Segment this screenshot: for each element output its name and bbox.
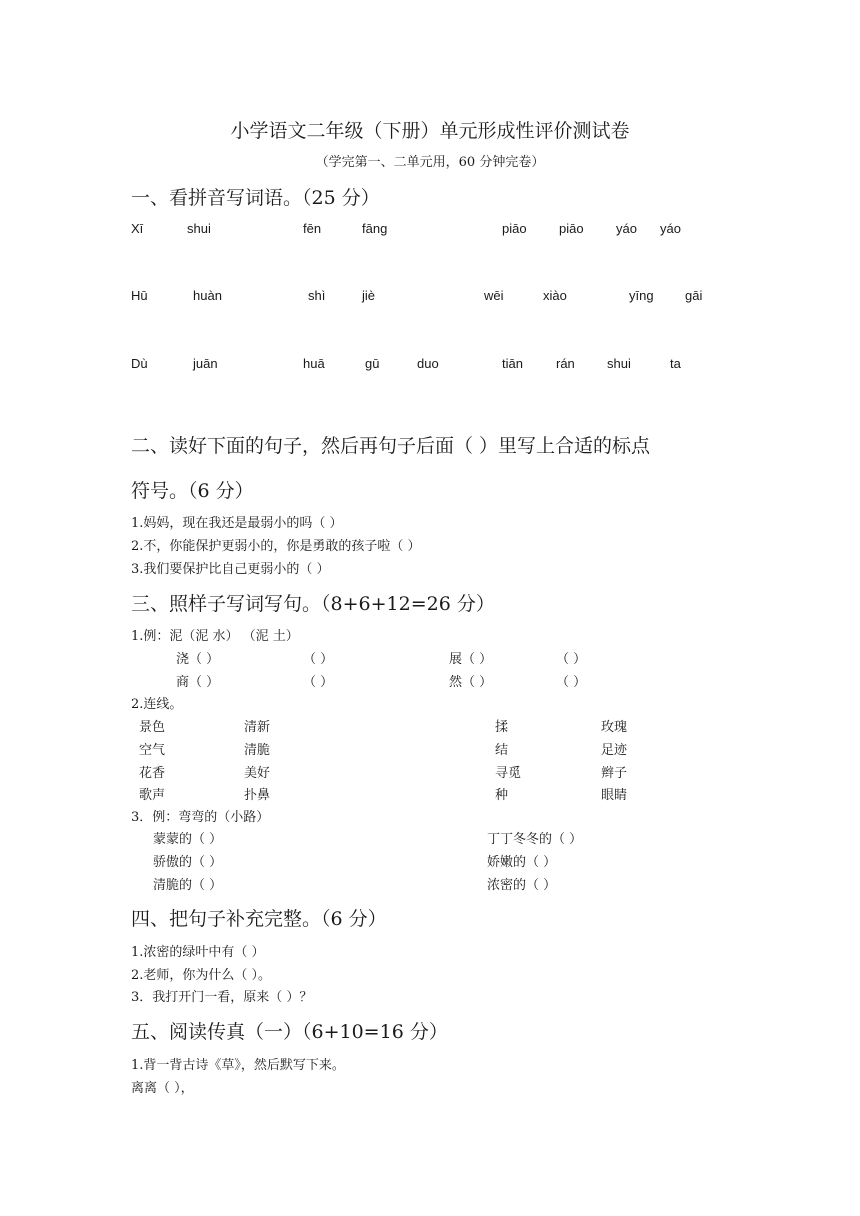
pinyin-syllable: gāi xyxy=(685,288,703,303)
connect-word: 美好 xyxy=(244,766,271,781)
sentence-completion-1: 1.浓密的绿叶中有（ ） xyxy=(131,945,265,960)
sentence-completion-2: 2.老师，你为什么（ ）。 xyxy=(131,968,272,983)
example-1: 1.例：泥（泥 水） （泥 土） xyxy=(131,629,299,644)
connect-word: 扑鼻 xyxy=(244,788,271,803)
pinyin-syllable: huā xyxy=(303,356,325,371)
connect-word: 花香 xyxy=(139,766,166,781)
section4-heading: 四、把句子补充完整。（6 分） xyxy=(131,908,387,930)
word-fill-blank: 商（ ） xyxy=(176,675,220,690)
pinyin-syllable: xiào xyxy=(543,288,567,303)
pinyin-syllable: piāo xyxy=(502,221,527,236)
connect-word: 清新 xyxy=(244,720,271,735)
pinyin-syllable: piāo xyxy=(559,221,584,236)
adjective-fill: 骄傲的（ ） xyxy=(153,855,223,870)
connect-word: 清脆 xyxy=(244,743,271,758)
pinyin-syllable: Dù xyxy=(131,356,148,371)
word-fill-blank: 然（ ） xyxy=(449,675,493,690)
pinyin-syllable: rán xyxy=(556,356,575,371)
word-fill-blank: （ ） xyxy=(303,675,334,690)
section5-heading: 五、阅读传真（一）（6+10=16 分） xyxy=(131,1021,448,1043)
pinyin-syllable: huàn xyxy=(193,288,222,303)
poem-instruction: 1.背一背古诗《草》，然后默写下来。 xyxy=(131,1058,345,1073)
section2-heading-line1: 二、读好下面的句子，然后再句子后面（ ）里写上合适的标点 xyxy=(131,435,651,457)
pinyin-syllable: tiān xyxy=(502,356,523,371)
pinyin-syllable: juān xyxy=(193,356,218,371)
pinyin-syllable: yáo xyxy=(660,221,681,236)
connect-word: 结 xyxy=(495,743,509,758)
adjective-fill: 丁丁冬冬的（ ） xyxy=(487,832,583,847)
word-fill-blank: （ ） xyxy=(303,652,334,667)
sentence-completion-3: 3．我打开门一看，原来（ ）？ xyxy=(131,990,313,1005)
pinyin-syllable: shui xyxy=(607,356,631,371)
pinyin-syllable: Xī xyxy=(131,221,144,236)
word-fill-blank: 浇（ ） xyxy=(176,652,220,667)
connect-word: 辫子 xyxy=(601,766,628,781)
connect-word: 歌声 xyxy=(139,788,166,803)
pinyin-syllable: fēn xyxy=(303,221,322,236)
section3-heading: 三、照样子写词写句。（8+6+12=26 分） xyxy=(131,593,495,615)
pinyin-syllable: duo xyxy=(417,356,439,371)
pinyin-syllable: shui xyxy=(187,221,211,236)
adjective-fill: 浓密的（ ） xyxy=(487,878,557,893)
pinyin-syllable: yīng xyxy=(629,288,654,303)
section2-heading-line2: 符号。（6 分） xyxy=(131,480,254,502)
connect-word: 眼睛 xyxy=(601,788,628,803)
connect-word: 景色 xyxy=(139,720,166,735)
connect-word: 玫瑰 xyxy=(601,720,628,735)
section1-heading: 一、看拼音写词语。（25 分） xyxy=(131,187,380,209)
pinyin-syllable: shì xyxy=(308,288,326,303)
adjective-fill: 清脆的（ ） xyxy=(153,878,223,893)
adjective-fill: 娇嫩的（ ） xyxy=(487,855,557,870)
word-fill-blank: （ ） xyxy=(556,652,587,667)
poem-line-1: 离离（ ）， xyxy=(131,1081,194,1096)
pinyin-syllable: jiè xyxy=(362,288,376,303)
connect-word: 空气 xyxy=(139,743,166,758)
punctuation-question-3: 3.我们要保护比自己更弱小的（ ） xyxy=(131,562,330,577)
word-fill-blank: （ ） xyxy=(556,675,587,690)
exam-subtitle: （学完第一、二单元用，60 分钟完卷） xyxy=(315,155,545,170)
example-3: 3．例：弯弯的（小路） xyxy=(131,810,270,825)
pinyin-syllable: Hū xyxy=(131,288,148,303)
pinyin-syllable: ta xyxy=(670,356,681,371)
pinyin-syllable: fāng xyxy=(362,221,388,236)
punctuation-question-2: 2.不，你能保护更弱小的，你是勇敢的孩子啦（ ） xyxy=(131,539,421,554)
word-fill-blank: 展（ ） xyxy=(449,652,493,667)
pinyin-syllable: wēi xyxy=(484,288,504,303)
connect-word: 寻觅 xyxy=(495,766,522,781)
connect-label: 2.连线。 xyxy=(131,697,183,712)
connect-word: 种 xyxy=(495,788,509,803)
punctuation-question-1: 1.妈妈，现在我还是最弱小的吗（ ） xyxy=(131,516,343,531)
connect-word: 揉 xyxy=(495,720,509,735)
connect-word: 足迹 xyxy=(601,743,628,758)
exam-title: 小学语文二年级（下册）单元形成性评价测试卷 xyxy=(230,120,630,142)
pinyin-syllable: gū xyxy=(365,356,380,371)
adjective-fill: 蒙蒙的（ ） xyxy=(153,832,223,847)
pinyin-syllable: yáo xyxy=(616,221,637,236)
